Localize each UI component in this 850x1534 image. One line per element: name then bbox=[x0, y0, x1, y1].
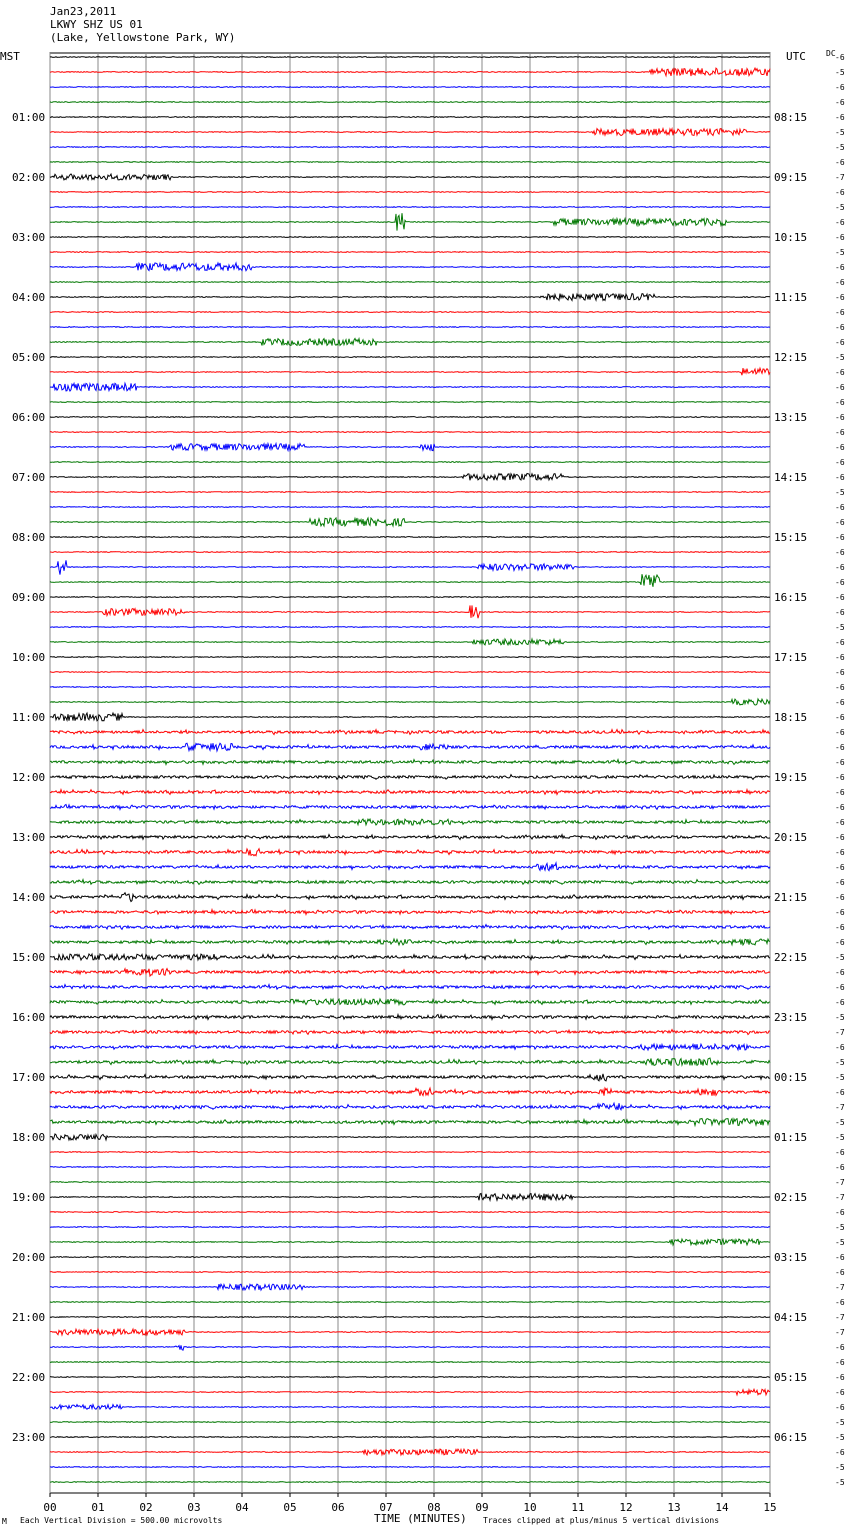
trace-line bbox=[50, 743, 770, 751]
trace-line bbox=[50, 402, 770, 403]
dc-offset-label: -5 bbox=[835, 1133, 845, 1142]
plot-date: Jan23,2011 bbox=[50, 5, 117, 18]
dc-offset-label: -6 bbox=[835, 158, 845, 167]
right-hour-label: 22:15 bbox=[774, 951, 808, 964]
dc-offset-label: -6 bbox=[835, 893, 845, 902]
dc-offset-label: -6 bbox=[835, 548, 845, 557]
right-hour-label: 11:15 bbox=[774, 291, 808, 304]
left-hour-label: 07:00 bbox=[12, 471, 46, 484]
trace-line bbox=[50, 312, 770, 313]
trace-line bbox=[50, 1449, 770, 1455]
dc-offset-label: -5 bbox=[835, 1478, 845, 1487]
dc-offset-label: -6 bbox=[835, 473, 845, 482]
right-hour-label: 21:15 bbox=[774, 891, 808, 904]
x-tick-label: 05 bbox=[283, 1501, 297, 1514]
dc-offset-label: -6 bbox=[835, 1163, 845, 1172]
plot-frame bbox=[50, 53, 770, 1493]
x-tick-label: 06 bbox=[331, 1501, 345, 1514]
trace-line bbox=[50, 1152, 770, 1153]
trace-line bbox=[50, 574, 770, 587]
trace-line bbox=[50, 1119, 770, 1126]
right-hour-label: 23:15 bbox=[774, 1011, 808, 1024]
x-tick-label: 09 bbox=[475, 1501, 489, 1514]
trace-line bbox=[50, 1058, 770, 1066]
dc-offset-label: -5 bbox=[835, 623, 845, 632]
x-tick-label: 07 bbox=[379, 1501, 393, 1514]
dc-offset-label: -6 bbox=[835, 1268, 845, 1277]
dc-offset-label: -5 bbox=[835, 1463, 845, 1472]
trace-line bbox=[50, 192, 770, 193]
dc-offset-label: -6 bbox=[835, 233, 845, 242]
dc-offset-label: -6 bbox=[835, 98, 845, 107]
trace-line bbox=[50, 1467, 770, 1468]
dc-offset-label: -6 bbox=[835, 413, 845, 422]
trace-line bbox=[50, 57, 770, 58]
dc-offset-label: -6 bbox=[835, 788, 845, 797]
left-hour-label: 23:00 bbox=[12, 1431, 46, 1444]
dc-offset-label: -6 bbox=[835, 1298, 845, 1307]
x-tick-label: 03 bbox=[187, 1501, 201, 1514]
x-tick-label: 01 bbox=[91, 1501, 105, 1514]
left-hour-label: 20:00 bbox=[12, 1251, 46, 1264]
x-tick-label: 08 bbox=[427, 1501, 441, 1514]
x-tick-label: 04 bbox=[235, 1501, 249, 1514]
x-axis-title: TIME (MINUTES) bbox=[374, 1512, 467, 1525]
left-hour-label: 08:00 bbox=[12, 531, 46, 544]
trace-line bbox=[50, 893, 770, 902]
dc-offset-label: -6 bbox=[835, 338, 845, 347]
left-hour-label: 16:00 bbox=[12, 1011, 46, 1024]
dc-offset-label: -7 bbox=[835, 173, 845, 182]
trace-line bbox=[50, 1377, 770, 1378]
right-hour-label: 13:15 bbox=[774, 411, 808, 424]
trace-line bbox=[50, 174, 770, 180]
right-hour-label: 09:15 bbox=[774, 171, 808, 184]
right-hour-label: 03:15 bbox=[774, 1251, 808, 1264]
trace-line bbox=[50, 383, 770, 391]
dc-offset-label: -5 bbox=[835, 143, 845, 152]
right-timezone-label: UTC bbox=[786, 50, 806, 63]
right-hour-label: 19:15 bbox=[774, 771, 808, 784]
trace-line bbox=[50, 985, 770, 990]
dc-offset-label: -6 bbox=[835, 593, 845, 602]
trace-line bbox=[50, 552, 770, 553]
right-hour-label: 02:15 bbox=[774, 1191, 808, 1204]
trace-line bbox=[50, 925, 770, 930]
dc-offset-label: -6 bbox=[835, 968, 845, 977]
trace-line bbox=[50, 657, 770, 658]
left-timezone-label: MST bbox=[0, 50, 20, 63]
trace-line bbox=[50, 687, 770, 688]
dc-offset-label: -5 bbox=[835, 1073, 845, 1082]
trace-line bbox=[50, 294, 770, 301]
dc-offset-label: -5 bbox=[835, 248, 845, 257]
trace-line bbox=[50, 605, 770, 618]
dc-offset-label: -6 bbox=[835, 428, 845, 437]
trace-line bbox=[50, 1103, 770, 1110]
left-hour-label: 05:00 bbox=[12, 351, 46, 364]
dc-offset-label: -6 bbox=[835, 53, 845, 62]
x-tick-label: 13 bbox=[667, 1501, 681, 1514]
x-tick-label: 02 bbox=[139, 1501, 153, 1514]
dc-offset-label: -6 bbox=[835, 698, 845, 707]
dc-offset-label: -7 bbox=[835, 1178, 845, 1187]
trace-line bbox=[50, 1345, 770, 1350]
trace-line bbox=[50, 1227, 770, 1228]
dc-offset-label: -7 bbox=[835, 1328, 845, 1337]
trace-line bbox=[50, 1182, 770, 1183]
trace-line bbox=[50, 1362, 770, 1363]
trace-line bbox=[50, 213, 770, 230]
trace-line bbox=[50, 910, 770, 915]
trace-line bbox=[50, 282, 770, 283]
trace-line bbox=[50, 1239, 770, 1245]
right-hour-label: 20:15 bbox=[774, 831, 808, 844]
dc-offset-label: -6 bbox=[835, 803, 845, 812]
trace-line bbox=[50, 462, 770, 463]
trace-line bbox=[50, 560, 770, 574]
left-hour-label: 06:00 bbox=[12, 411, 46, 424]
trace-line bbox=[50, 537, 770, 538]
dc-offset-label: -6 bbox=[835, 1388, 845, 1397]
trace-line bbox=[50, 444, 770, 451]
right-hour-label: 10:15 bbox=[774, 231, 808, 244]
x-tick-label: 11 bbox=[571, 1501, 585, 1514]
trace-line bbox=[50, 507, 770, 508]
dc-offset-label: -6 bbox=[835, 983, 845, 992]
dc-offset-label: -5 bbox=[835, 1118, 845, 1127]
trace-line bbox=[50, 819, 770, 825]
trace-line bbox=[50, 417, 770, 418]
trace-line bbox=[50, 1329, 770, 1335]
dc-offset-label: -6 bbox=[835, 398, 845, 407]
station-code: LKWY SHZ US 01 bbox=[50, 18, 143, 31]
dc-offset-label: -6 bbox=[835, 188, 845, 197]
left-hour-label: 10:00 bbox=[12, 651, 46, 664]
trace-line bbox=[50, 207, 770, 208]
trace-line bbox=[50, 805, 770, 810]
clip-note: Traces clipped at plus/minus 5 vertical divisions bbox=[483, 1516, 720, 1525]
x-tick-label: 14 bbox=[715, 1501, 729, 1514]
dc-offset-label: -6 bbox=[835, 533, 845, 542]
trace-line bbox=[50, 999, 770, 1005]
trace-line bbox=[50, 1044, 770, 1050]
trace-line bbox=[50, 1088, 770, 1096]
left-hour-label: 02:00 bbox=[12, 171, 46, 184]
dc-offset-label: -5 bbox=[835, 68, 845, 77]
trace-line bbox=[50, 368, 770, 375]
dc-offset-label: -6 bbox=[835, 818, 845, 827]
trace-line bbox=[50, 1422, 770, 1423]
left-hour-label: 04:00 bbox=[12, 291, 46, 304]
trace-line bbox=[50, 68, 770, 76]
dc-offset-label: -6 bbox=[835, 443, 845, 452]
dc-offset-label: -6 bbox=[835, 458, 845, 467]
dc-offset-label: -6 bbox=[835, 263, 845, 272]
x-tick-label: 15 bbox=[763, 1501, 777, 1514]
trace-line bbox=[50, 327, 770, 328]
dc-offset-label: -6 bbox=[835, 1148, 845, 1157]
trace-line bbox=[50, 518, 770, 526]
dc-offset-label: -7 bbox=[835, 1193, 845, 1202]
right-hour-label: 18:15 bbox=[774, 711, 808, 724]
dc-offset-label: -6 bbox=[835, 518, 845, 527]
trace-line bbox=[50, 1134, 770, 1140]
trace-line bbox=[50, 790, 770, 795]
trace-line bbox=[50, 849, 770, 856]
trace-line bbox=[50, 162, 770, 163]
right-hour-label: 14:15 bbox=[774, 471, 808, 484]
dc-offset-label: -6 bbox=[835, 1088, 845, 1097]
trace-line bbox=[50, 1317, 770, 1318]
dc-offset-label: -6 bbox=[835, 1403, 845, 1412]
dc-offset-label: -7 bbox=[835, 1313, 845, 1322]
trace-line bbox=[50, 939, 770, 945]
dc-offset-label: -5 bbox=[835, 1418, 845, 1427]
dc-offset-label: -6 bbox=[835, 758, 845, 767]
station-location: (Lake, Yellowstone Park, WY) bbox=[50, 31, 236, 44]
trace-line bbox=[50, 129, 770, 136]
trace-line bbox=[50, 760, 770, 765]
dc-offset-label: -6 bbox=[835, 923, 845, 932]
trace-line bbox=[50, 1194, 770, 1201]
dc-offset-label: -6 bbox=[835, 773, 845, 782]
dc-offset-label: -7 bbox=[835, 1103, 845, 1112]
dc-offset-label: -6 bbox=[835, 308, 845, 317]
dc-offset-label: -6 bbox=[835, 293, 845, 302]
left-hour-label: 17:00 bbox=[12, 1071, 46, 1084]
dc-offset-label: -5 bbox=[835, 1238, 845, 1247]
trace-line bbox=[50, 1257, 770, 1258]
x-tick-label: 00 bbox=[43, 1501, 57, 1514]
dc-offset-label: -5 bbox=[835, 488, 845, 497]
trace-line bbox=[50, 627, 770, 628]
dc-offset-label: -6 bbox=[835, 683, 845, 692]
dc-offset-label: -6 bbox=[835, 578, 845, 587]
left-hour-label: 12:00 bbox=[12, 771, 46, 784]
trace-line bbox=[50, 863, 770, 871]
trace-line bbox=[50, 147, 770, 148]
left-hour-label: 09:00 bbox=[12, 591, 46, 604]
trace-line bbox=[50, 699, 770, 705]
dc-offset-label: -6 bbox=[835, 1253, 845, 1262]
trace-line bbox=[50, 597, 770, 598]
trace-line bbox=[50, 102, 770, 103]
trace-line bbox=[50, 492, 770, 493]
dc-offset-label: -6 bbox=[835, 848, 845, 857]
trace-line bbox=[50, 969, 770, 976]
left-hour-label: 14:00 bbox=[12, 891, 46, 904]
dc-offset-label: -5 bbox=[835, 128, 845, 137]
dc-offset-label: -6 bbox=[835, 218, 845, 227]
right-hour-label: 06:15 bbox=[774, 1431, 808, 1444]
trace-line bbox=[50, 1272, 770, 1273]
dc-offset-label: -6 bbox=[835, 938, 845, 947]
dc-offset-label: -6 bbox=[835, 1343, 845, 1352]
dc-offset-label: -7 bbox=[835, 1283, 845, 1292]
dc-offset-label: -6 bbox=[835, 1358, 845, 1367]
dc-offset-label: -6 bbox=[835, 608, 845, 617]
left-hour-label: 18:00 bbox=[12, 1131, 46, 1144]
trace-line bbox=[50, 1302, 770, 1303]
right-hour-label: 00:15 bbox=[774, 1071, 808, 1084]
trace-line bbox=[50, 775, 770, 780]
trace-line bbox=[50, 880, 770, 885]
dc-offset-label: -5 bbox=[835, 953, 845, 962]
trace-line bbox=[50, 432, 770, 433]
left-hour-label: 11:00 bbox=[12, 711, 46, 724]
trace-line bbox=[50, 339, 770, 346]
dc-offset-label: -5 bbox=[835, 203, 845, 212]
trace-line bbox=[50, 263, 770, 271]
corner-mark: M bbox=[2, 1517, 7, 1526]
trace-line bbox=[50, 1482, 770, 1483]
trace-line bbox=[50, 672, 770, 673]
dc-offset-label: -6 bbox=[835, 1043, 845, 1052]
trace-line bbox=[50, 1389, 770, 1395]
dc-offset-label: -6 bbox=[835, 383, 845, 392]
left-hour-label: 01:00 bbox=[12, 111, 46, 124]
dc-offset-label: -6 bbox=[835, 728, 845, 737]
dc-offset-label: -6 bbox=[835, 323, 845, 332]
dc-offset-label: -6 bbox=[835, 998, 845, 1007]
dc-offset-label: -6 bbox=[835, 908, 845, 917]
dc-offset-label: -6 bbox=[835, 878, 845, 887]
left-hour-label: 13:00 bbox=[12, 831, 46, 844]
trace-line bbox=[50, 357, 770, 358]
dc-offset-label: -6 bbox=[835, 278, 845, 287]
dc-offset-label: -6 bbox=[835, 713, 845, 722]
right-hour-label: 04:15 bbox=[774, 1311, 808, 1324]
dc-offset-label: -5 bbox=[835, 353, 845, 362]
left-hour-label: 21:00 bbox=[12, 1311, 46, 1324]
trace-line bbox=[50, 1074, 770, 1081]
dc-offset-label: -6 bbox=[835, 863, 845, 872]
trace-line bbox=[50, 117, 770, 118]
trace-line bbox=[50, 1015, 770, 1020]
dc-offset-label: -5 bbox=[835, 1223, 845, 1232]
right-hour-label: 17:15 bbox=[774, 651, 808, 664]
right-hour-label: 08:15 bbox=[774, 111, 808, 124]
trace-line bbox=[50, 713, 770, 721]
dc-offset-label: -6 bbox=[835, 638, 845, 647]
trace-line bbox=[50, 1437, 770, 1438]
x-tick-label: 12 bbox=[619, 1501, 633, 1514]
dc-offset-label: -6 bbox=[835, 653, 845, 662]
trace-line bbox=[50, 87, 770, 88]
minute-gridlines bbox=[50, 53, 770, 1493]
dc-offset-label: -6 bbox=[835, 1208, 845, 1217]
trace-line bbox=[50, 730, 770, 735]
dc-offset-label: -5 bbox=[835, 1058, 845, 1067]
left-hour-label: 03:00 bbox=[12, 231, 46, 244]
right-hour-label: 05:15 bbox=[774, 1371, 808, 1384]
dc-offset-label: -6 bbox=[835, 668, 845, 677]
trace-line bbox=[50, 1405, 770, 1410]
trace-line bbox=[50, 474, 770, 481]
right-hour-label: 16:15 bbox=[774, 591, 808, 604]
right-hour-label: 12:15 bbox=[774, 351, 808, 364]
dc-offset-label: -6 bbox=[835, 113, 845, 122]
right-hour-label: 01:15 bbox=[774, 1131, 808, 1144]
trace-line bbox=[50, 252, 770, 253]
left-hour-label: 15:00 bbox=[12, 951, 46, 964]
dc-offset-label: -6 bbox=[835, 833, 845, 842]
dc-offset-label: -6 bbox=[835, 83, 845, 92]
left-hour-label: 22:00 bbox=[12, 1371, 46, 1384]
left-hour-label: 19:00 bbox=[12, 1191, 46, 1204]
trace-line bbox=[50, 639, 770, 645]
dc-offset-label: -6 bbox=[835, 743, 845, 752]
dc-offset-header: DC bbox=[826, 49, 836, 58]
dc-offset-label: -5 bbox=[835, 1013, 845, 1022]
dc-offset-label: -6 bbox=[835, 368, 845, 377]
dc-offset-label: -5 bbox=[835, 1433, 845, 1442]
trace-line bbox=[50, 1030, 770, 1035]
dc-offset-label: -6 bbox=[835, 1373, 845, 1382]
dc-offset-label: -7 bbox=[835, 1028, 845, 1037]
trace-line bbox=[50, 1212, 770, 1213]
trace-line bbox=[50, 1167, 770, 1168]
trace-line bbox=[50, 835, 770, 840]
trace-line bbox=[50, 954, 770, 960]
dc-offset-label: -6 bbox=[835, 563, 845, 572]
dc-offset-label: -6 bbox=[835, 1448, 845, 1457]
vertical-scale-note: Each Vertical Division = 500.00 microvolts bbox=[20, 1516, 223, 1525]
dc-offset-label: -6 bbox=[835, 503, 845, 512]
trace-line bbox=[50, 237, 770, 238]
trace-line bbox=[50, 1284, 770, 1290]
right-hour-label: 15:15 bbox=[774, 531, 808, 544]
x-tick-label: 10 bbox=[523, 1501, 537, 1514]
